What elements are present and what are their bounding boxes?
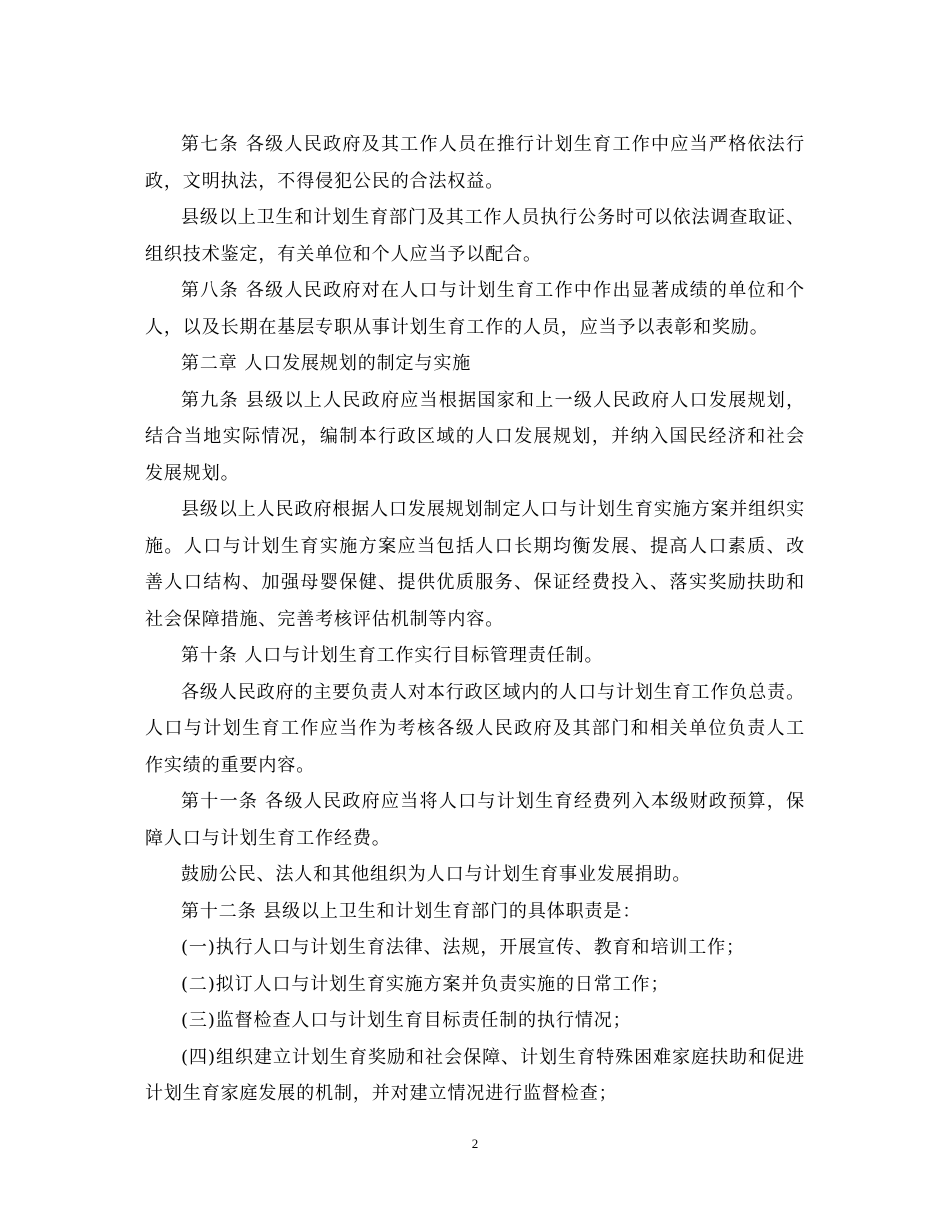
- paragraph-article-10: 第十条 人口与计划生育工作实行目标管理责任制。: [181, 645, 604, 666]
- list-item-1: (一)执行人口与计划生育法律、法规，开展宣传、教育和培训工作；: [181, 937, 745, 958]
- list-item-4: (四)组织建立计划生育奖励和社会保障、计划生育特殊困难家庭扶助和促进计划生育家庭发展的机制，并对建立情况进行监督检查；: [145, 1046, 805, 1104]
- list-item-3: (三)监督检查人口与计划生育目标责任制的执行情况；: [181, 1010, 632, 1031]
- paragraph-article-11: 第十一条 各级人民政府应当将人口与计划生育经费列入本级财政预算，保障人口与计划生育工作经费。: [145, 791, 805, 849]
- paragraph-donation: 鼓励公民、法人和其他组织为人口与计划生育事业发展捐助。: [181, 864, 692, 885]
- document-body: [145, 127, 805, 1113]
- paragraph-implementation-plan: 县级以上人民政府根据人口发展规划制定人口与计划生育实施方案并组织实施。人口与计划生育实施方案应当包括人口长期均衡发展、提高人口素质、改善人口结构、加强母婴保健、提供优质服务、保证经费投入、落实奖励扶助和社会保障措施、完善考核评估机制等内容。: [145, 499, 805, 630]
- paragraph-article-8: 第八条 各级人民政府对在人口与计划生育工作中作出显著成绩的单位和个人，以及长期在基层专职从事计划生育工作的人员，应当予以表彰和奖励。: [145, 280, 805, 338]
- paragraph-article-7: 第七条 各级人民政府及其工作人员在推行计划生育工作中应当严格依法行政，文明执法，不得侵犯公民的合法权益。: [145, 134, 805, 192]
- paragraph-county-investigation: 县级以上卫生和计划生育部门及其工作人员执行公务时可以依法调查取证、组织技术鉴定，有关单位和个人应当予以配合。: [145, 207, 805, 265]
- list-item-2: (二)拟订人口与计划生育实施方案并负责实施的日常工作；: [181, 973, 670, 995]
- paragraph-government-responsibility: 各级人民政府的主要负责人对本行政区域内的人口与计划生育工作负总责。人口与计划生育工作应当作为考核各级人民政府及其部门和相关单位负责人工作实绩的重要内容。: [145, 681, 805, 776]
- paragraph-article-12: 第十二条 县级以上卫生和计划生育部门的具体职责是：: [181, 900, 642, 922]
- chapter-2-heading: 第二章 人口发展规划的制定与实施: [181, 353, 472, 374]
- page-number: 2: [471, 1136, 479, 1151]
- paragraph-article-9: 第九条 县级以上人民政府应当根据国家和上一级人民政府人口发展规划，结合当地实际情况，编制本行政区域的人口发展规划，并纳入国民经济和社会发展规划。: [145, 389, 805, 484]
